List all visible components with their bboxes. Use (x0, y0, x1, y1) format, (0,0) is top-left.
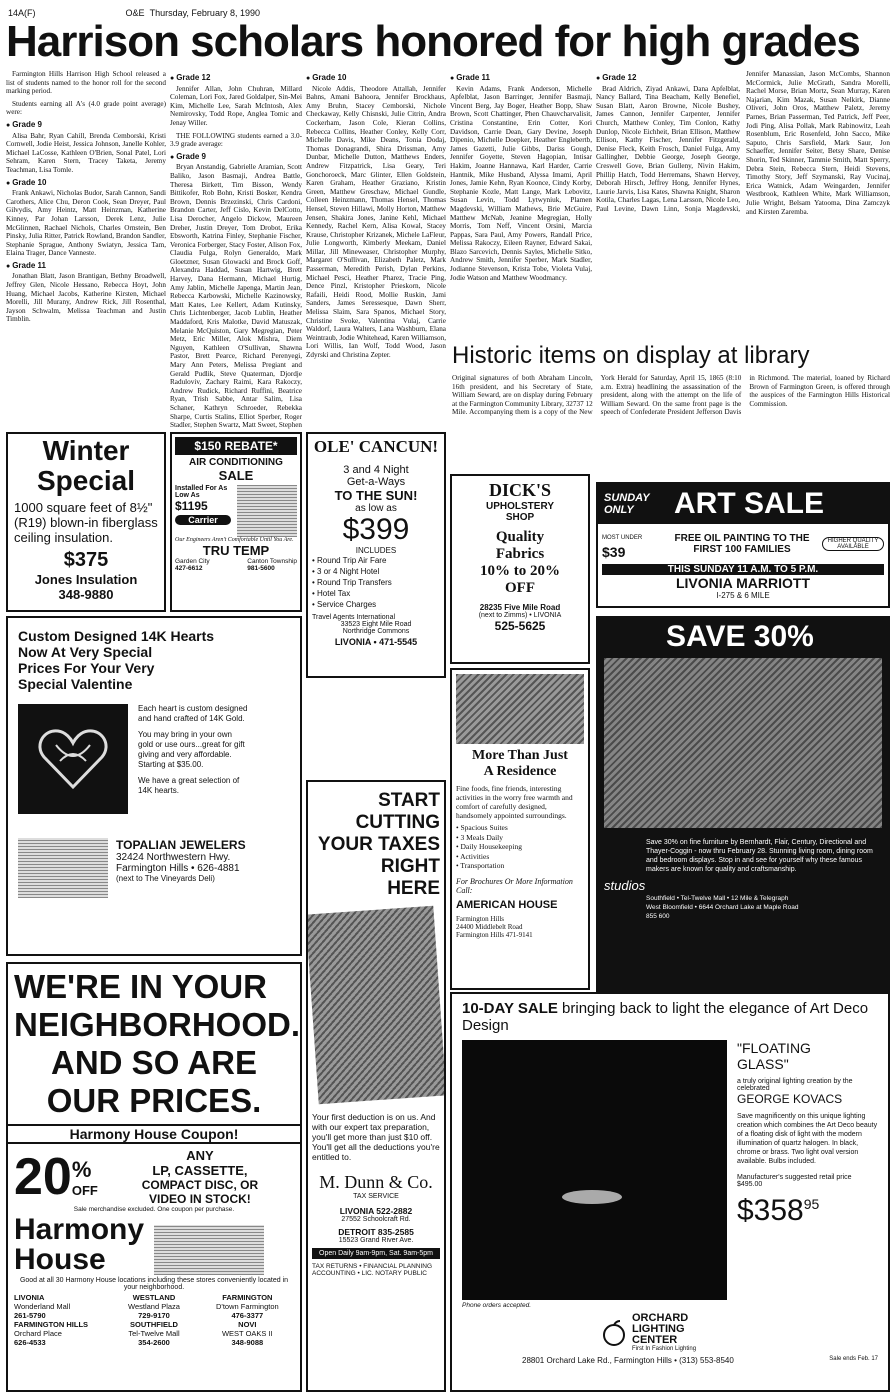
save30-store2: West Bloomfield • 6644 Orchard Lake at Maple Road (646, 904, 799, 911)
hearts-p3: We have a great selection of 14K hearts. (138, 776, 240, 795)
save30-title: SAVE 30% (666, 620, 814, 653)
residence-title1: More Than Just (472, 748, 568, 763)
artsale-free: FREE OIL PAINTING TO THE FIRST 100 FAMILIES (674, 533, 810, 555)
taxes-l2: CUTTING (355, 812, 440, 833)
store-location: WEST OAKS II (221, 1329, 273, 1338)
harmony-any3: COMPACT DISC, OR (141, 1178, 259, 1192)
hearts-h4: Special Valentine (18, 676, 133, 692)
cancun-item: • 3 or 4 Night Hotel (312, 566, 440, 577)
harmony-any4: VIDEO IN STOCK! (149, 1192, 251, 1206)
ad-topalian-hearts (6, 616, 302, 956)
lighting-headline2: bringing back to light the elegance of Art Deco Design (462, 1000, 869, 1034)
ac-unit-image (237, 485, 297, 537)
harmony-n4: OUR PRICES. (46, 1082, 262, 1119)
winter-phone: 348-9880 (58, 587, 114, 602)
dicks-shop: SHOP (505, 512, 535, 523)
harmony-store (201, 1320, 294, 1347)
residence-addr: 24400 Middlebelt Road (456, 922, 523, 931)
dicks-addr2: (next to Zimms) • LIVONIA (478, 612, 562, 619)
lighting-designer: GEORGE KOVACS (737, 1092, 843, 1106)
heart-photo (18, 704, 128, 814)
trutemp-installed: Installed For As Low As (175, 485, 228, 499)
article-all-a: Students earning all A's (4.0 grade point average) were: (6, 99, 166, 117)
residence-brochure: For Brochures Or More Information Call: (456, 876, 573, 895)
trutemp-logo: TRU TEMP (202, 543, 270, 558)
main-headline: Harrison scholars honored for high grades (6, 20, 860, 66)
ad-orchard-lighting (450, 992, 890, 1392)
trutemp-price: $1195 (175, 499, 208, 513)
taxes-l3: YOUR TAXES (317, 834, 440, 855)
taxes-f2: ACCOUNTING • LIC. NOTARY PUBLIC (312, 1270, 427, 1277)
dicks-q1: Quality (495, 529, 545, 545)
harmony-brand2: House (14, 1243, 106, 1276)
names-grade9-4: Alisa Bahr, Ryan Cahill, Brenda Cemborski, Kristi Cornwell, Jodie Heist, Jessica Johnson, Janelle Kohler, Michael LaCosse, Kathleen O'Brien, Sonal Patel, Lori Sehram, Karen Stern, Tracey Taketa, Jeremy Teachman, Lisa Tomle. (6, 131, 166, 174)
names-grade12-4: Jennifer Allan, John Chuhran, Millard Coleman, Lori Fox, Jared Goldalper, Sin-Mei Kim, Michelle Lee, Sarah McIntosh, Alex Nemirovsky, Todd Rope, Anglea Tomic and Jenay Willer. (170, 84, 302, 127)
harmony-store-list (8, 1291, 300, 1349)
trutemp-sale: SALE (218, 468, 254, 483)
dicks-q2: Fabrics (495, 546, 545, 562)
harmony-store (14, 1320, 107, 1347)
artsale-when: THIS SUNDAY 11 A.M. TO 5 P.M. (602, 564, 884, 575)
store-location: Orchard Place (14, 1329, 62, 1338)
percent-icon: % (71, 1156, 92, 1182)
subhead-grade10: ● Grade 10 (6, 179, 166, 189)
store-phone: 626-4533 (14, 1338, 46, 1347)
dicks-phone: 525-5625 (494, 619, 546, 633)
lighting-sub: a truly original lighting creation by the celebrated (737, 1078, 853, 1092)
taxes-l1: START (378, 790, 440, 811)
taxes-c2a: 15523 Grand River Ave. (338, 1237, 414, 1244)
lighting-body: Save magnificently on this unique lighting creation which combines the Art Deco beauty of a floating disk of light with the modern illumination of quartz halogen. In black, chrome or brass. Two light oval version available. Bulbs included. (737, 1113, 878, 1165)
artsale-price: $39 (602, 544, 626, 560)
lighting-addr: 28801 Orchard Lake Rd., Farmington Hills • (313) 553-8540 (522, 1356, 734, 1365)
hearts-addr: 32424 Northwestern Hwy. (116, 852, 231, 863)
historic-body: Original signatures of both Abraham Lincoln, 16th president, and his Secretary of State, William Seward, are on display during February at the Farmington Community Library, 32737 12 Mile. Accompanying them is a copy of the New York Herald for Saturday, April 15, 1865 (8:10 a.m. Extra) headlining the assassination of the president, along with the attempt on the life of William Seward. On the same front page is the speech of Confederate President Jefferson Davis in Richmond. The material, loaned by Richard Brown of Farmington Green, is offered through the auspices of the Farmington Hills Historical Commission. (452, 374, 890, 417)
lighting-msrp: Manufacturer's suggested retail price $495.00 (737, 1174, 852, 1188)
ad-trutemp (170, 432, 302, 612)
save30-store1: Southfield • Tel-Twelve Mall • 12 Mile & Telegraph (646, 895, 789, 902)
article-column-4 (450, 70, 592, 340)
harmony-n3: AND SO ARE (51, 1044, 257, 1081)
store-phone: 476-3377 (231, 1311, 264, 1320)
taxes-body: Your first deduction is on us. And with our expert tax preparation, you'll get more than just $10 off. You'll get all the deductions you're entitled to. (312, 1112, 440, 1162)
hearts-h1: Custom Designed 14K Hearts (18, 628, 215, 644)
subhead-grade11: ● Grade 11 (6, 262, 166, 272)
hearts-city: Farmington Hills • 626-4881 (116, 863, 240, 874)
taxes-hours: Open Daily 9am-9pm, Sat. 9am-5pm (312, 1248, 440, 1259)
artsale-title: ART SALE (674, 487, 824, 520)
furniture-photo (604, 658, 882, 828)
residence-title2: A Residence (483, 764, 557, 779)
paper-name: O&E (125, 8, 145, 18)
store-name: FARMINGTON HILLS (14, 1320, 89, 1329)
residence-item: • Activities (456, 852, 584, 862)
cancun-includes: INCLUDES (355, 546, 397, 555)
dicks-q3: 10% to 20% (480, 563, 560, 579)
harmony-store (201, 1293, 294, 1320)
save30-brand: studios (604, 878, 646, 893)
article-column-5 (596, 70, 890, 340)
hearts-note: (next to The Vineyards Deli) (116, 874, 215, 883)
article-column-2 (170, 70, 302, 430)
artsale-quality: HIGHER QUALITY AVAILABLE (822, 537, 884, 551)
lighting-t1: "FLOATING (737, 1040, 811, 1056)
lighting-price: $358 (737, 1194, 804, 1227)
store-name: WESTLAND (132, 1293, 176, 1302)
ad-american-house (450, 668, 590, 990)
harmony-good: Good at all 30 Harmony House locations including these stores conveniently located in your neighborhood. (19, 1277, 289, 1291)
hearts-p2: You may bring in your own gold or use ours...great for gift giving and very affordable. Starting at $35.00. (138, 730, 245, 769)
lighting-headline1: 10-DAY SALE (462, 1000, 558, 1017)
taxes-f1: TAX RETURNS • FINANCIAL PLANNING (312, 1263, 433, 1270)
american-house-logo: AMERICAN HOUSE (456, 898, 558, 911)
dicks-addr: 28235 Five Mile Road (479, 603, 561, 612)
taxes-c2: DETROIT 835-2585 (338, 1227, 414, 1237)
cancun-line3: TO THE SUN! (334, 488, 418, 503)
dicks-upholstery: UPHOLSTERY (486, 501, 554, 512)
taxes-c1: LIVONIA 522-2882 (339, 1206, 413, 1216)
harmony-store (14, 1293, 107, 1320)
lighting-sale-end: Sale ends Feb. 17 (829, 1356, 878, 1362)
store-phone: 354-2600 (138, 1338, 170, 1347)
dicks-q4: OFF (505, 580, 535, 596)
residence-list (456, 823, 584, 871)
special-title: Special (36, 465, 136, 496)
names-grade11-4: Jonathan Blatt, Jason Brantigan, Bethny Broadwell, Jeffrey Glen, Nicole Hessano, Rebecca Hoyt, John Huang, Michael Jacobs, Katherine Kirsten, Michael Morelli, Jill Murany, Andrew Rick, Jill Rosenthal, Jayson Schwalm, Melissa Teachman and Justin Timblin. (6, 272, 166, 324)
cancun-item: • Round Trip Air Fare (312, 555, 440, 566)
harmony-any2: LP, CASSETTE, (152, 1163, 248, 1178)
subhead-grade11-3: ● Grade 11 (450, 74, 592, 84)
apple-logo-icon (602, 1320, 626, 1346)
lighting-phone-note: Phone orders accepted. (462, 1302, 532, 1309)
ad-cancun (306, 432, 446, 678)
page-number: 14A(F) (8, 8, 36, 18)
article-column-1 (6, 70, 166, 430)
cancun-item: • Round Trip Transfers (312, 577, 440, 588)
artsale-where: LIVONIA MARRIOTT (675, 575, 811, 591)
lighting-t2: GLASS" (737, 1056, 789, 1072)
ten-dollar-bill-image (306, 906, 446, 1104)
taxes-c1a: 27552 Schoolcraft Rd. (341, 1216, 411, 1223)
harmony-n1: WE'RE IN YOUR (14, 968, 267, 1005)
cancun-addr: 33523 Eight Mile Road (340, 621, 412, 628)
cancun-price: $399 (342, 513, 410, 546)
store-name: LIVONIA (14, 1293, 45, 1302)
article-column-3 (306, 70, 446, 430)
trutemp-loc1: Garden City (175, 558, 210, 565)
store-name: SOUTHFIELD (130, 1320, 178, 1329)
harmony-fine: Sale merchandise excluded. One coupon per purchase. (73, 1206, 235, 1213)
article-intro: Farmington Hills Harrison High School released a list of students named to the honor roll for the second marking period. (6, 70, 166, 96)
cancun-list (312, 555, 440, 610)
trutemp-rebate: $150 REBATE* (175, 437, 297, 455)
trutemp-phone1: 427-6612 (175, 565, 203, 572)
store-phone: 261-5790 (14, 1311, 46, 1320)
cancun-line1: 3 and 4 Night (343, 464, 409, 476)
trutemp-phone2: 981-5600 (247, 565, 275, 572)
lighting-cents: 95 (803, 1196, 820, 1212)
winter-offer: 1000 square feet of 8½" (R19) blown-in fiberglass ceiling insulation. (14, 500, 158, 545)
ad-dicks-upholstery (450, 474, 590, 664)
names-grade9-3: Bryan Anstandig, Gabrielle Aramian, Scott Baliko, Jason Basmaji, Andrea Battle, Theresa Birkett, Tim Bisson, Wendy Bittikofer, Rob Bohn, Kristi Bosker, Kendra Brown, Dennis Brzezinski, Chris Cardoni, Brandon Carter, Jeff Cislo, Kevin DelCotto, Lisa Derocher, Angelo Dickow, Maureen Dreher, Justin Dreyer, Tom Drobot, Erika Ebsworth, Katrina Finley, Stephanie Fischer, Veronica Forberger, Stacy Foster, Alison Fox, Claudia Fulga, Rolyn Generaldo, Mark Gloetzner, Susan Glowacki and Brock Goff, Alexandra Haddad, Susan Hartwig, Brett Harvey, Dana Hermann, Michael Hurtig, Amy Jablin, Michelle Japenga, Martin Jean, Rebecca Karbowski, Michelle Kazinowsky, Matt Kates, Lee Kellert, Adam Kutinsky, Chris Lichtenberger, Jacob Lublin, Heather Maddaford, Kris Malotke, David Matuszak, Melanie McQuiston, Gary Megregian, Peter Metz, Eric Miller, Alok Mishra, Diem Nguyen, Kathleen O'Sullivan, Shawna Pastor, Brett Pearce, Richard Perenyegi, Mary Ann Peters, Melissa Pregiant and Gerald Pudlik, Steve Quaterman, Djordje Raduloviv, Zachary Raimi, Kara Rakoczy, Andrew Rudick, Richard Ruffini, Beatrice Ryan, Trish Sabbe, Antar Salim, Lisa Schaner, Kathryn Schroeder, Rebekka Sharpe, Curtis Stalins, Elliot Sperber, Roger Stadler, Stephen Swartz, Matt Sweet, Stephen (170, 163, 302, 430)
harmony-any1: ANY (186, 1148, 214, 1163)
taxes-service: TAX SERVICE (353, 1193, 399, 1200)
names-grade11-3: Kevin Adams, Frank Anderson, Michelle Apfelblat, Jason Barringer, Jennifer Basmaji, Vincent Berg, Jay Boger, Heather Bopp, Shaw Brown, Scott Chattinger, Phen Chauvcharvalisit, Cristina Constantine, Erin Cotter, Kori Davidson, Carrie Dean, Gary Devine, Joseph Dipenio, Michelle Doepker, Heather Englebertb, James Gazetti, Julie Gibbs, Dariss Gough, Jennifer Goyette, Steven Hagopian, Intisar Hakim, Joanne Hannawa, Karl Harder, Carrie Hantnik, Mike Husband, Alyssa Imami, April Jones, Jamie Kehn, Ryan Koonce, Cindy Korby, Stephanie Kozle, Matt Lange, Mark Lebovitz, Susan Levin, Todd Lytwyniuk, Plamen Magdevski, William Mathews, Brie McGuire, Matthew McNab, Jeanine Megregian, Holly Morris, Tom Neff, Vincent Orsini, Marcia Pappas, Sara Paul, Amy Powers, Randall Price, Melissa Rakoczy, Eileen Rayner, Edward Sakai, Blazo Sarcevich, Dennis Sayles, Michelle Sitko, Andrew Smith, Jennifer Sperber, Mark Stadler, Jodianne Stevenson, Krista Tobe, Violeta Vulaj, Jodie Watson and Matthew Woodmancy. (450, 84, 592, 282)
hearts-store: TOPALIAN JEWELERS (116, 838, 246, 852)
harmony-off: OFF (71, 1182, 98, 1198)
trutemp-tagline: Our Engineers Aren't Comfortable Until You Are. (175, 537, 294, 543)
ad-save-30-furniture (596, 616, 890, 992)
residence-phone: Farmington Hills 471-9141 (456, 930, 533, 939)
cancun-phone: LIVONIA • 471-5545 (334, 637, 418, 647)
cancun-line2: Get-a-Ways (346, 476, 406, 488)
winter-price: $375 (63, 549, 109, 571)
hearts-h3: Prices For Your Very (18, 660, 155, 676)
taxes-l5: HERE (387, 878, 440, 899)
residence-item: • 3 Meals Daily (456, 833, 584, 843)
cancun-title: OLE' CANCUN! (313, 437, 439, 456)
residence-city: Farmington Hills (456, 914, 505, 923)
harmony-store (107, 1293, 200, 1320)
subhead-grade12: ● Grade 12 (170, 74, 302, 84)
ad-harmony-house (6, 962, 302, 1392)
harmony-brand1: Harmony (14, 1213, 145, 1246)
subhead-grade9: ● Grade 9 (6, 121, 166, 131)
save30-body: Save 30% on fine furniture by Bernhardt, Flair, Century, Directional and Thayer-Coggin - now thru February 28. Stunning living room, dining room and bedroom displays. Stop in and see for yourself why these famous makers are known for quality and craftsmanship. (646, 839, 873, 873)
harmony-coupon[interactable]: Harmony House Coupon! (8, 1124, 300, 1144)
store-name: FARMINGTON (222, 1293, 273, 1302)
ticketmaster-source-logo (154, 1225, 264, 1275)
trutemp-loc2: Canton Township (247, 558, 297, 565)
lighting-brand2: LIGHTING (632, 1323, 685, 1335)
harmony-store (107, 1320, 200, 1347)
historic-headline: Historic items on display at library (452, 342, 810, 369)
store-location: Wonderland Mall (14, 1302, 71, 1311)
harmony-pct: 20 (14, 1148, 72, 1206)
residence-body: Fine foods, fine friends, interesting activities in the worry free warmth and comfort of carefully designed, handsomely appointed surroundings. (456, 784, 573, 820)
ad-art-sale (596, 482, 890, 608)
cancun-agency: Travel Agents International (312, 614, 396, 621)
article-three-plus: THE FOLLOWING students earned a 3.0-3.9 grade average: (170, 131, 302, 149)
names-grade10-4: Frank Ankawi, Nicholas Budor, Sarah Cannon, Sandi Carothers, Alice Chu, Deron Cook, Sean Dreyer, Paul Gilvydis, Amy Heintz, Matt Heinzman, Katherine Kinney, Par Johan Larsson, Derek Lenz, Julie McGlinnen, Rachael Nichols, Charles Ornstein, Ben Pinsky, Julia Ritter, Patrick Rowland, Brandon Sandler, Stephanie Sprague, Anthony Swiatyn, Jessica Tam, Elaina Trager, Dance Vanneste. (6, 189, 166, 258)
cancun-addr2: Northridge Commons (342, 628, 410, 635)
ad-winter-special (6, 432, 166, 612)
residence-item: • Daily Housekeeping (456, 842, 584, 852)
hearts-p1: Each heart is custom designed and hand crafted of 14K Gold. (138, 704, 248, 723)
page-date: Thursday, February 8, 1990 (149, 8, 260, 18)
hearts-h2: Now At Very Special (18, 644, 153, 660)
lighting-brand3: CENTER (632, 1334, 678, 1346)
dicks-name: DICK'S (488, 480, 551, 500)
store-name: NOVI (238, 1320, 257, 1329)
carrier-logo: Carrier (175, 515, 231, 525)
save30-phone: 855 600 (646, 913, 670, 920)
artsale-sunday: SUNDAY ONLY (604, 492, 650, 516)
cancun-item: • Hotel Tax (312, 588, 440, 599)
lamp-photo (462, 1040, 727, 1300)
store-location-map (18, 838, 108, 898)
subhead-grade10-3: ● Grade 10 (306, 74, 446, 84)
trutemp-sub: AIR CONDITIONING (189, 457, 283, 468)
ad-m-dunn-tax (306, 780, 446, 1392)
cancun-item: • Service Charges (312, 599, 440, 610)
cancun-line4: as low as (355, 503, 397, 514)
winter-company: Jones Insulation (34, 572, 138, 587)
names-grade12-3: Brad Aldrich, Ziyad Ankawi, Dana Apfelblat, Nancy Ballard, Tina Beacham, Kelly Benefiel, Susan Blatt, Aaron Browne, Nicole Bushey, James Cannon, Jennifer Carpenter, Jennifer Church, Matthew Conley, Tim Conlon, Kathy Dunlop, Nicole Eichheit, Brian Ellison, Matthew Ellison, Kathy Fischer, Jennifer Fitzgerald, Denise Fleck, Keith Frosch, Daniel Fulga, Amy Gallingher, Debbie George, Joseph George, Creswell Gove, Brian Gulleny, Nivin Hakim, Phillip Hatch, Todd Herremans, Shawn Hervey, Deborah Hirsch, Jeffrey Hong, Jennifer Hynes, Laurie Jarvis, Lisa Kates, Shawna Knight, Sharon Kotila, Charles Lagas, Lena Larsson, Nicole Leo, Paul Levine, Dawn Linn, Sonja Magdevski, Jennifer Manassian, Jason McCombs, Shannon McCormick, Julie McGrath, Sandra Morelli, Rachel Morse, Brian Mortz, Sean Murray, Karen Najarian, Kim Mazak, Susan Nelkirk, Dianne Oliveri, John Oros, Matthew Paletz, Jeremy Parnes, Brian Passerman, Ted Patrick, Jeff Peer, Jodi Ping, Alisa Pollak, Mark Rabinowitz, Leah Rosenblum, Eric Rosenfeld, John Sacco, Mike Saputo, Chris Sarsfield, Mark Saur, Jon Schaeffer, Jennifer Seiter, Betsy Share, Denise Shorin, Ted Skinner, Tammie Smith, Matt Sperry, Debra Stein, Rebecca Stern, Heidi Stevens, Timothy Story, Jeff Szymanski, Ray Vucinaj, Erica Watnick, Adam Weingarden, Jennifer Westbrook, Kathleen White, Mark Williamson, Julie Wright, Belsam Yatooma, Dina Zamczyk and Kirsten Zaremba. (596, 70, 890, 216)
residence-item: • Transportation (456, 861, 584, 871)
store-location: Westland Plaza (128, 1302, 180, 1311)
artsale-most: MOST UNDER (602, 535, 643, 541)
names-grade10-3: Nicole Addis, Theodore Attallah, Jennifer Bahns, Amani Bahoora, Jennifer Brockhaus, Amy Bruhn, Stacey Cemborski, Nichole Checkaway, Kelly Chisnski, Julie Citrin, Andra Cockerham, Jason Cole, Kieran Collins, Rebecca Collins, Heather Conley, Kelly Corr, Michelle Davis, Mike Deans, Tonia Dodaj, Thomas Donagrandi, Shira Drissman, Amy Dunbar, Michelle Dutton, Matthews Enders, Andrew Fitzpatrick, Lisa Geary, Teri Gonchoroeck, Marc Glinter, Ellen Goldstein, Karen Graham, Heather Graziano, Kristin Green, Matthew Greschaw, Michael Gundle, Colleen Heinzmann, Thomas Hensel, Thomas Hensel, Steven Hillawi, Molly Horton, Matthew Jensen, Shakira Jones, Janine Kehl, Michael Kennedy, Rachel Kern, Alisa Kowal, Stacey Krause, Christopher Krizanek, Michele LaFleur, Julie Longworth, Kimberly Meekam, Daniel Millar, Jill Mineweaser, Christopher Murphy, Margaret O'Sullivan, Elizabeth Paletz, Mark Passerman, Meredith Perish, Dylan Perkins, Michael Pesci, Heather Pharez, Tracie Ping, Dence Pinzl, Kristopher Prieskorn, Nicole Rafaili, Heidi Rood, Mollie Ruskin, Jami Sanders, James Seressesque, Dawn Sherr, Melissa Slaim, Sara Spanos, Michael Story, Christine Svoke, Valentina Vulaj, Carrie Waldorf, Laura Walters, Lana Washburn, Elana Weintraub, Jodie Whitehead, Karen Williamson, Lori Willis, Ian Wolf, Todd Wood, Jason Zdyrski and Christina Zepter. (306, 84, 446, 359)
store-phone: 348-9088 (231, 1338, 264, 1347)
heart-icon (38, 727, 108, 791)
lighting-brand1: ORCHARD (632, 1312, 689, 1324)
floating-glass-lamp (562, 1190, 622, 1204)
subhead-grade12-3: ● Grade 12 (596, 74, 740, 84)
lighting-tag: First In Fashion Lighting (632, 1346, 697, 1352)
subhead-grade9-3: ● Grade 9 (170, 153, 302, 163)
harmony-n2: NEIGHBORHOOD. (14, 1006, 301, 1043)
artsale-road: I-275 & 6 MILE (716, 591, 770, 600)
couple-photo (456, 674, 584, 744)
taxes-l4: RIGHT (380, 856, 440, 877)
winter-title: Winter (42, 435, 130, 466)
taxes-firm: M. Dunn & Co. (319, 1172, 433, 1192)
store-phone: 729-9170 (138, 1311, 170, 1320)
store-location: D'town Farmington (215, 1302, 279, 1311)
store-location: Tel-Twelve Mall (128, 1329, 180, 1338)
residence-item: • Spacious Suites (456, 823, 584, 833)
